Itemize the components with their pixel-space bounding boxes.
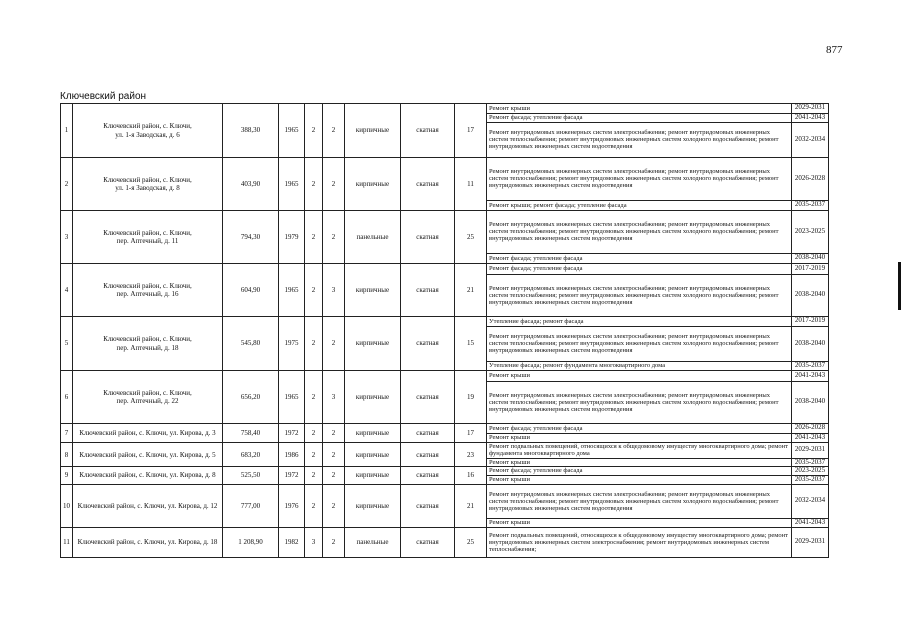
address-line: Ключевский район, с. Ключи, ул. Кирова, д. 5 — [79, 450, 216, 459]
cell-material: панельные — [345, 211, 401, 264]
work-text: Ремонт крыши; ремонт фасада; утепление фасада — [489, 201, 627, 209]
work-text: Ремонт фасада; утепление фасада — [489, 254, 583, 262]
cell-area: 758,40 — [223, 424, 279, 443]
cell-material: кирпичные — [345, 158, 401, 211]
cell-roof: скатная — [401, 443, 455, 467]
table-row — [61, 104, 829, 158]
work-period: 2029-2031 — [792, 443, 829, 458]
cell-num: 2 — [61, 158, 73, 211]
cell-year: 1965 — [279, 371, 305, 424]
work-item — [487, 485, 828, 519]
cell-count: 25 — [455, 211, 487, 264]
cell-num: 10 — [61, 484, 73, 527]
cell-area: 1 208,90 — [223, 527, 279, 557]
cell-count: 17 — [455, 104, 487, 158]
address-line: Ключевский район, с. Ключи, — [103, 281, 192, 290]
work-text: Ремонт фасада; утепление фасада — [487, 424, 792, 433]
cell-floors: 2 — [305, 443, 323, 467]
cell-count: 16 — [455, 467, 487, 484]
cell-num: 8 — [61, 443, 73, 467]
work-period: 2017-2019 — [792, 317, 829, 326]
work-item — [487, 122, 828, 157]
work-item — [487, 113, 828, 122]
cell-floors: 2 — [305, 104, 323, 158]
cell-count: 21 — [455, 264, 487, 317]
cell-floors: 2 — [305, 371, 323, 424]
table-row — [61, 484, 829, 527]
cell-material: кирпичные — [345, 264, 401, 317]
table-row — [61, 527, 829, 557]
cell-material: кирпичные — [345, 317, 401, 371]
work-item — [487, 158, 828, 200]
cell-works — [487, 424, 829, 443]
cell-works — [487, 467, 829, 484]
scan-edge-mark — [898, 262, 901, 310]
cell-count: 25 — [455, 527, 487, 557]
cell-roof: скатная — [401, 424, 455, 443]
cell-works — [487, 317, 829, 371]
housing-repair-table — [60, 103, 829, 558]
work-text: Ремонт внутридомовых инженерных систем электроснабжения; ремонт внутридомовых инженерных систем теплоснабжения; ремонт внутридомовых инженерных систем холодного водоснабжения; ремонт внутридомовых инженерных систем водоотведения — [489, 391, 779, 413]
work-text: Ремонт внутридомовых инженерных систем электроснабжения; ремонт внутридомовых инженерных систем теплоснабжения; ремонт внутридомовых инженерных систем холодного водоснабжения; ремонт внутридомовых инженерных систем водоотведения — [489, 284, 779, 306]
cell-roof: скатная — [401, 211, 455, 264]
cell-num: 1 — [61, 104, 73, 158]
work-text: Ремонт крыши — [489, 519, 530, 527]
cell-works — [487, 264, 829, 317]
work-item — [487, 424, 828, 433]
table-row — [61, 371, 829, 424]
table-row — [61, 158, 829, 211]
address-line: ул. 1-я Заводская, д. 6 — [115, 130, 180, 139]
cell-year: 1982 — [279, 527, 305, 557]
cell-material: кирпичные — [345, 484, 401, 527]
work-text: Ремонт крыши — [489, 434, 530, 442]
work-item — [487, 104, 828, 113]
cell-entrances: 2 — [323, 443, 345, 467]
cell-works — [487, 443, 829, 467]
cell-roof: скатная — [401, 467, 455, 484]
cell-works — [487, 104, 829, 158]
work-text: Ремонт крыши — [487, 371, 792, 381]
cell-num: 7 — [61, 424, 73, 443]
work-text: Ремонт крыши — [487, 104, 792, 113]
work-text: Ремонт внутридомовых инженерных систем электроснабжения; ремонт внутридомовых инженерных систем теплоснабжения; ремонт внутридомовых инженерных систем холодного водоснабжения; ремонт внутридомовых инженерных систем водоотведения — [487, 326, 792, 361]
cell-num: 5 — [61, 317, 73, 371]
table-row — [61, 264, 829, 317]
table-row — [61, 424, 829, 443]
work-item — [487, 433, 828, 442]
work-period: 2035-2037 — [792, 458, 829, 466]
work-period: 2032-2034 — [792, 485, 829, 519]
work-period: 2026-2028 — [792, 158, 829, 200]
cell-address — [73, 484, 223, 527]
work-item — [487, 361, 828, 370]
cell-material: панельные — [345, 527, 401, 557]
address-line: пер. Аптечный, д. 22 — [116, 397, 179, 405]
work-period: 2026-2028 — [792, 424, 829, 433]
cell-entrances: 2 — [323, 424, 345, 443]
cell-material: кирпичные — [345, 467, 401, 484]
cell-roof: скатная — [401, 264, 455, 317]
work-item — [487, 200, 828, 210]
work-period: 2023-2025 — [792, 211, 829, 253]
address-line: Ключевский район, с. Ключи, ул. Кирова, д. 3 — [79, 428, 216, 437]
cell-area: 525,50 — [223, 467, 279, 484]
work-period: 2029-2031 — [792, 104, 829, 113]
work-period: 2035-2037 — [792, 200, 829, 210]
cell-entrances: 2 — [323, 467, 345, 484]
work-period: 2038-2040 — [792, 381, 829, 423]
work-period: 2035-2037 — [792, 475, 829, 483]
work-text: Ремонт фасада; утепление фасада — [487, 467, 792, 475]
cell-num: 4 — [61, 264, 73, 317]
table-row — [61, 211, 829, 264]
work-text: Ремонт крыши — [489, 458, 530, 466]
work-period: 2032-2034 — [792, 122, 829, 157]
address-line: Ключевский район, с. Ключи, ул. Кирова, д. 12 — [77, 501, 218, 510]
work-text: Ремонт подвальных помещений, относящихся к общедомовому имуществу многоквартирного дома; ремонт фундамента многоквартирного дома — [487, 443, 792, 458]
work-period: 2035-2037 — [792, 361, 829, 370]
work-text: Ремонт крыши — [489, 476, 530, 484]
work-period: 2023-2025 — [792, 467, 829, 475]
cell-year: 1986 — [279, 443, 305, 467]
work-item — [487, 371, 828, 381]
cell-floors: 2 — [305, 424, 323, 443]
work-item — [487, 317, 828, 326]
cell-year: 1965 — [279, 158, 305, 211]
cell-roof: скатная — [401, 371, 455, 424]
cell-roof: скатная — [401, 484, 455, 527]
address-line: Ключевский район, с. Ключи, ул. Кирова, д. 18 — [77, 538, 218, 547]
cell-area: 545,80 — [223, 317, 279, 371]
work-item — [487, 443, 828, 458]
work-item — [487, 467, 828, 475]
cell-entrances: 3 — [323, 264, 345, 317]
work-period: 2038-2040 — [792, 274, 829, 316]
cell-address — [73, 211, 223, 264]
cell-address — [73, 371, 223, 424]
cell-num: 9 — [61, 467, 73, 484]
cell-floors: 2 — [305, 484, 323, 527]
cell-floors: 3 — [305, 527, 323, 557]
cell-entrances: 2 — [323, 484, 345, 527]
cell-count: 11 — [455, 158, 487, 211]
cell-area: 388,30 — [223, 104, 279, 158]
region-title: Ключевский район — [60, 91, 147, 102]
cell-num: 6 — [61, 371, 73, 424]
table-row — [61, 317, 829, 371]
cell-floors: 2 — [305, 158, 323, 211]
address-line: Ключевский район, с. Ключи, — [103, 122, 192, 131]
cell-works — [487, 484, 829, 527]
cell-address — [73, 264, 223, 317]
cell-year: 1972 — [279, 424, 305, 443]
address-line: Ключевский район, с. Ключи, — [103, 388, 192, 397]
work-item — [487, 519, 828, 527]
work-period: 2041-2043 — [792, 371, 829, 381]
cell-entrances: 2 — [323, 104, 345, 158]
work-period: 2041-2043 — [792, 113, 829, 122]
cell-roof: скатная — [401, 527, 455, 557]
work-item — [487, 381, 828, 423]
cell-roof: скатная — [401, 104, 455, 158]
work-text: Утепление фасада; ремонт фундамента многоквартирного дома — [489, 362, 666, 370]
work-item — [487, 274, 828, 316]
cell-entrances: 2 — [323, 211, 345, 264]
cell-floors: 2 — [305, 317, 323, 371]
work-period: 2029-2031 — [792, 528, 829, 557]
cell-count: 19 — [455, 371, 487, 424]
address-line: пер. Аптечный, д. 11 — [116, 237, 179, 245]
cell-year: 1972 — [279, 467, 305, 484]
cell-year: 1965 — [279, 104, 305, 158]
work-period: 2041-2043 — [792, 433, 829, 442]
cell-works — [487, 211, 829, 264]
cell-year: 1979 — [279, 211, 305, 264]
address-line: Ключевский район, с. Ключи, — [103, 228, 192, 237]
cell-works — [487, 371, 829, 424]
work-period: 2038-2040 — [792, 326, 829, 361]
cell-count: 21 — [455, 484, 487, 527]
address-line: пер. Аптечный, д. 18 — [116, 343, 179, 352]
cell-address — [73, 443, 223, 467]
cell-count: 15 — [455, 317, 487, 371]
cell-address — [73, 527, 223, 557]
work-period: 2041-2043 — [792, 519, 829, 527]
cell-year: 1975 — [279, 317, 305, 371]
cell-area: 777,00 — [223, 484, 279, 527]
cell-entrances: 3 — [323, 371, 345, 424]
cell-area: 794,30 — [223, 211, 279, 264]
cell-floors: 2 — [305, 467, 323, 484]
address-line: Ключевский район, с. Ключи, — [103, 335, 192, 344]
cell-material: кирпичные — [345, 104, 401, 158]
work-item — [487, 264, 828, 274]
cell-address — [73, 104, 223, 158]
cell-year: 1965 — [279, 264, 305, 317]
cell-address — [73, 317, 223, 371]
table-row — [61, 443, 829, 467]
work-text: Ремонт внутридомовых инженерных систем электроснабжения; ремонт внутридомовых инженерных систем теплоснабжения; ремонт внутридомовых инженерных систем холодного водоснабжения; ремонт внутридомовых инженерных систем водоотведения — [487, 485, 792, 519]
address-line: пер. Аптечный, д. 16 — [116, 290, 179, 298]
cell-area: 403,90 — [223, 158, 279, 211]
cell-material: кирпичные — [345, 371, 401, 424]
cell-works — [487, 527, 829, 557]
address-line: Ключевский район, с. Ключи, — [103, 175, 192, 184]
cell-floors: 2 — [305, 211, 323, 264]
cell-entrances: 2 — [323, 527, 345, 557]
work-text: Ремонт фасада; утепление фасада — [487, 264, 792, 274]
work-text: Ремонт внутридомовых инженерных систем электроснабжения; ремонт внутридомовых инженерных систем теплоснабжения; ремонт внутридомовых инженерных систем холодного водоснабжения; ремонт внутридомовых инженерных систем водоотведения — [489, 129, 779, 151]
cell-material: кирпичные — [345, 443, 401, 467]
cell-roof: скатная — [401, 158, 455, 211]
address-line: Ключевский район, с. Ключи, ул. Кирова, д. 8 — [79, 471, 216, 480]
cell-count: 23 — [455, 443, 487, 467]
cell-entrances: 2 — [323, 317, 345, 371]
cell-entrances: 2 — [323, 158, 345, 211]
cell-works — [487, 158, 829, 211]
work-item — [487, 253, 828, 263]
work-item — [487, 458, 828, 466]
work-text: Ремонт фасада; утепление фасада — [487, 113, 792, 122]
cell-area: 683,20 — [223, 443, 279, 467]
work-text: Ремонт подвальных помещений, относящихся к общедомовому имуществу многоквартирного дома; ремонт внутридомовых инженерных систем электроснабжения; ремонт внутридомовых инженерных систем теплоснабжения; — [489, 531, 788, 553]
work-text: Утепление фасада; ремонт фасада — [487, 317, 792, 326]
cell-address — [73, 424, 223, 443]
work-period: 2017-2019 — [792, 264, 829, 274]
work-text: Ремонт внутридомовых инженерных систем электроснабжения; ремонт внутридомовых инженерных систем теплоснабжения; ремонт внутридомовых инженерных систем холодного водоснабжения; ремонт внутридомовых инженерных систем водоотведения — [487, 158, 792, 200]
cell-material: кирпичные — [345, 424, 401, 443]
cell-floors: 2 — [305, 264, 323, 317]
cell-address — [73, 467, 223, 484]
work-period: 2038-2040 — [792, 253, 829, 263]
cell-num: 11 — [61, 527, 73, 557]
address-line: ул. 1-я Заводская, д. 8 — [115, 184, 180, 192]
cell-area: 604,90 — [223, 264, 279, 317]
cell-roof: скатная — [401, 317, 455, 371]
cell-area: 656,20 — [223, 371, 279, 424]
work-item — [487, 211, 828, 253]
cell-num: 3 — [61, 211, 73, 264]
cell-year: 1976 — [279, 484, 305, 527]
table-row — [61, 467, 829, 484]
cell-address — [73, 158, 223, 211]
work-item — [487, 326, 828, 361]
cell-count: 17 — [455, 424, 487, 443]
work-item — [487, 475, 828, 483]
work-item — [487, 528, 828, 557]
page-number: 877 — [826, 44, 843, 56]
work-text: Ремонт внутридомовых инженерных систем электроснабжения; ремонт внутридомовых инженерных систем теплоснабжения; ремонт внутридомовых инженерных систем холодного водоснабжения; ремонт внутридомовых инженерных систем водоотведения — [487, 211, 792, 253]
